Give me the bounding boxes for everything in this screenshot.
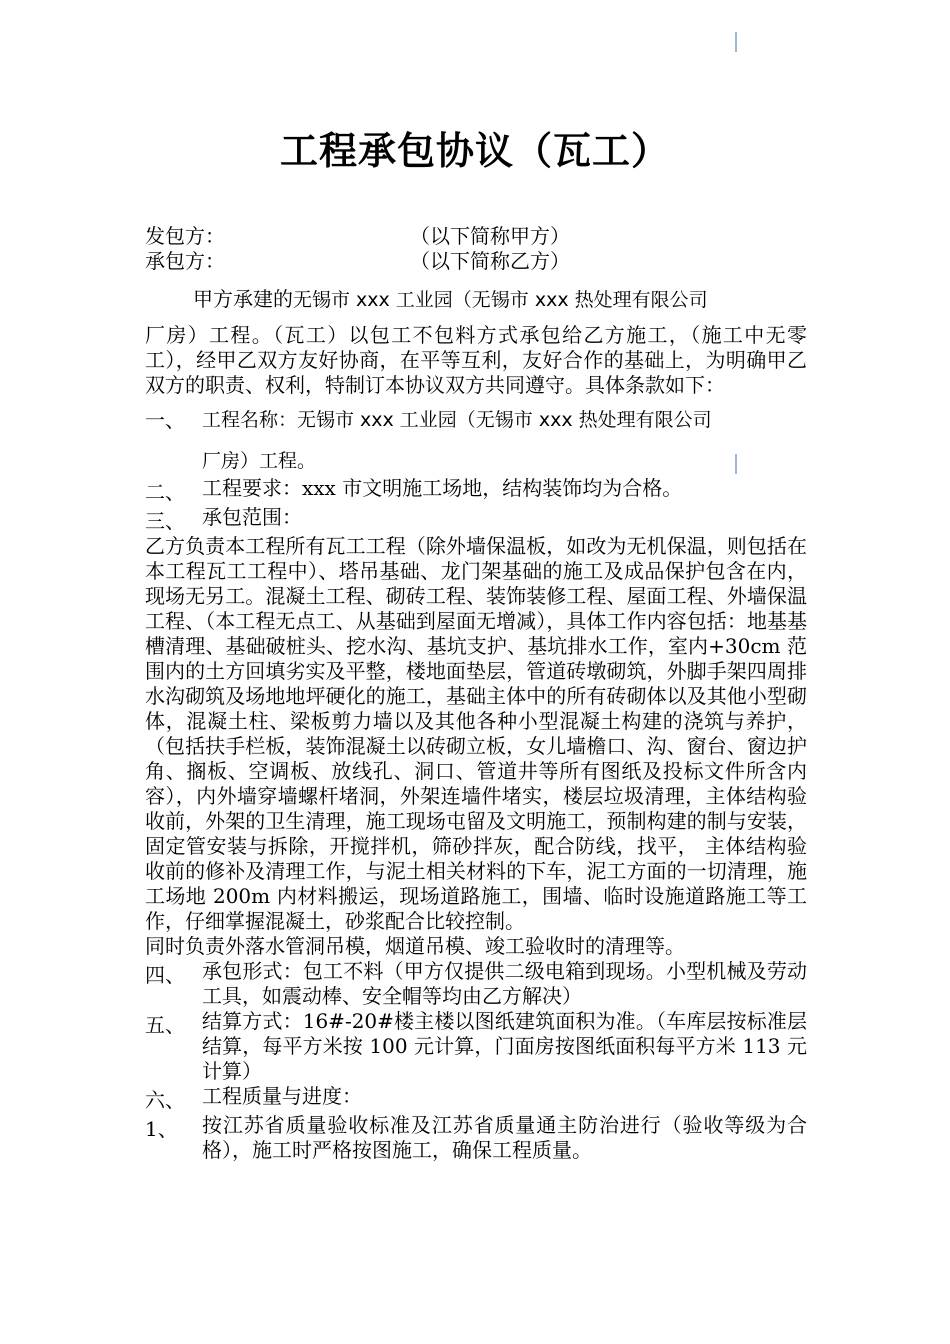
clause-number: 五、 — [145, 1013, 185, 1037]
clause-text: 工程质量与进度： — [202, 1084, 362, 1108]
clause-number: 一、 — [145, 408, 185, 432]
clause-3 — [145, 505, 807, 534]
intro-first-line — [145, 274, 807, 325]
party-note: （以下简称甲方） — [410, 224, 570, 248]
document-body — [145, 224, 807, 1163]
clause-6 — [145, 1084, 807, 1113]
clause-text: 承包范围： — [202, 505, 302, 529]
clause-number: 四、 — [145, 963, 185, 987]
clause-text: 结算方式：16#-20#楼主楼以图纸建筑面积为准。（车库层按标准层结算，每平方米按 100 元计算，门面房按图纸面积每平方米 113 元计算） — [202, 1009, 807, 1083]
scope-tail: 同时负责外落水管洞吊模，烟道吊模、竣工验收时的清理等。 — [145, 934, 685, 958]
clause-text: 按江苏省质量验收标准及江苏省质量通主防治进行（验收等级为合格），施工时严格按图施工，确保工程质量。 — [202, 1113, 807, 1162]
clause-2 — [145, 476, 807, 505]
clause-text: 承包形式：包工不料（甲方仅提供二级电箱到现场。小型机械及劳动工具，如震动棒、安全帽等均由乙方解决） — [202, 959, 807, 1008]
clause-1-line1: 工程名称：无锡市 xxx 工业园（无锡市 xxx 热处理有限公司 — [202, 409, 712, 431]
clause-number: 1、 — [145, 1117, 178, 1141]
party-note: （以下简称乙方） — [410, 249, 570, 273]
clause-1 — [145, 400, 807, 482]
intro-paragraph: 厂房）工程。（瓦工）以包工不包料方式承包给乙方施工，（施工中无零工），经甲乙双方友好协商，在平等互利，友好合作的基础上，为明确甲乙双方的职责、权利，特制订本协议双方共同遵守。具体条款如下： — [145, 323, 807, 397]
party-contractor — [145, 249, 807, 274]
sub-clause-1 — [145, 1113, 807, 1163]
document-title: 工程承包协议（瓦工） — [279, 128, 670, 173]
clause-number: 三、 — [145, 509, 185, 533]
scope-paragraph: 乙方负责本工程所有瓦工工程（除外墙保温板，如改为无机保温，则包括在本工程瓦工工程中）、塔吊基础、龙门架基础的施工及成品保护包含在内，现场无另工。混凝土工程、砌砖工程、装饰装修工程、屋面工程、外墙保温工程、（本工程无点工、从基础到屋面无增减），具体工作内容包括：地基基槽清理、基础破桩头、挖水沟、基坑支护、基坑排水工作，室内+30cm 范围内的土方回填劣实及平整，楼地面垫层，管道砖墩砌筑，外脚手架四周排水沟砌筑及场地地坪硬化的施工，基础主体中的所有砖砌体以及其他小型砌体，混凝土柱、梁板剪力墙以及其他各种小型混凝土构建的浇筑与养护，（包括扶手栏板，装饰混凝土以砖砌立板，女儿墙檐口、沟、窗台、窗边护角、搁板、空调板、放线孔、洞口、管道井等所有图纸及投标文件所含内容），内外墙穿墙螺杆堵洞，外架连墙件堵实，楼层垃圾清理，主体结构验收前，外架的卫生清理，施工现场屯留及文明施工，预制构建的制与安装，固定管安装与拆除，开搅拌机，筛砂拌灰，配合防线，找平， 主体结构验收前的修补及清理工作，与泥土相关材料的下车，泥工方面的一切清理，施工场地 200m 内材料搬运，现场道路施工，围墙、临时设施道路施工等工作，仔细掌握混凝土，砂浆配合比较控制。 — [145, 534, 807, 933]
intro-lead: 甲方承建的 — [193, 287, 293, 311]
intro-project: 无锡市 xxx 工业园（无锡市 xxx 热处理有限公司 — [293, 289, 708, 311]
clause-1-line2: 厂房）工程。 — [202, 450, 317, 472]
party-employer — [145, 224, 807, 249]
party-label: 承包方： — [145, 249, 225, 273]
clause-number: 六、 — [145, 1088, 185, 1112]
clause-4 — [145, 959, 807, 1009]
party-label: 发包方： — [145, 224, 225, 248]
clause-5 — [145, 1009, 807, 1084]
clause-number: 二、 — [145, 480, 185, 504]
clause-text: 工程要求：xxx 市文明施工场地，结构装饰均为合格。 — [202, 476, 683, 500]
text-cursor — [735, 32, 737, 52]
